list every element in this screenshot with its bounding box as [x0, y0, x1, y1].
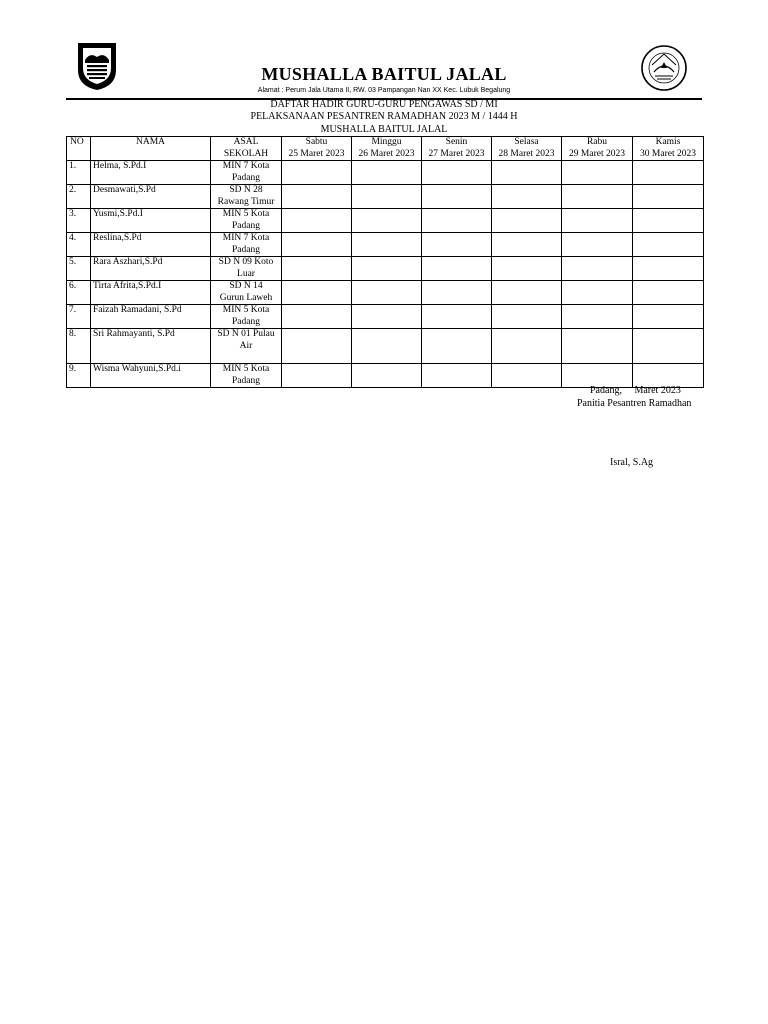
attendance-cell[interactable]: [562, 209, 633, 233]
attendance-cell[interactable]: [422, 281, 492, 305]
attendance-cell[interactable]: [562, 305, 633, 329]
row-asal: MIN 5 Kota Padang: [211, 305, 282, 329]
attendance-cell[interactable]: [562, 233, 633, 257]
row-nama: Sri Rahmayanti, S.Pd: [91, 329, 211, 364]
row-asal: SD N 28 Rawang Timur: [211, 185, 282, 209]
row-nama: Rara Aszhari,S.Pd: [91, 257, 211, 281]
table-row: [67, 329, 704, 364]
attendance-cell[interactable]: [422, 329, 492, 364]
attendance-cell[interactable]: [492, 185, 562, 209]
attendance-cell[interactable]: [422, 257, 492, 281]
attendance-cell[interactable]: [633, 257, 704, 281]
organization-address: Alamat : Perum Jala Utama II, RW. 03 Pampangan Nan XX Kec. Lubuk Begalung: [257, 87, 511, 94]
attendance-cell[interactable]: [352, 209, 422, 233]
table-row: [67, 364, 704, 388]
table-header-row: [67, 137, 704, 161]
attendance-cell[interactable]: [352, 233, 422, 257]
attendance-cell[interactable]: [562, 161, 633, 185]
table-row: [67, 233, 704, 257]
organization-name: MUSHALLA BAITUL JALAL: [261, 64, 507, 84]
row-nama: Reslina,S.Pd: [91, 233, 211, 257]
attendance-cell[interactable]: [562, 281, 633, 305]
attendance-cell[interactable]: [633, 233, 704, 257]
attendance-cell[interactable]: [352, 161, 422, 185]
attendance-cell[interactable]: [562, 257, 633, 281]
row-nama: Desmawati,S.Pd: [91, 185, 211, 209]
attendance-cell[interactable]: [282, 257, 352, 281]
row-no: 4.: [67, 233, 91, 257]
header-day-5: Rabu 29 Maret 2023: [562, 137, 633, 161]
attendance-cell[interactable]: [633, 161, 704, 185]
attendance-cell[interactable]: [492, 209, 562, 233]
table-row: [67, 281, 704, 305]
signature-role: Panitia Pesantren Ramadhan: [577, 398, 692, 409]
attendance-cell[interactable]: [282, 185, 352, 209]
attendance-cell[interactable]: [282, 209, 352, 233]
attendance-cell[interactable]: [422, 233, 492, 257]
attendance-cell[interactable]: [492, 257, 562, 281]
title-line-1: DAFTAR HADIR GURU-GURU PENGAWAS SD / MI: [270, 99, 498, 110]
table-row: [67, 209, 704, 233]
signature-name: Isral, S.Ag: [610, 457, 654, 468]
signature-place-date: Padang, Maret 2023: [590, 385, 681, 396]
row-no: 8.: [67, 329, 91, 364]
header-day-3: Senin 27 Maret 2023: [422, 137, 492, 161]
row-no: 3.: [67, 209, 91, 233]
attendance-cell[interactable]: [422, 185, 492, 209]
header-asal-sekolah: ASAL SEKOLAH: [211, 137, 282, 161]
attendance-cell[interactable]: [422, 305, 492, 329]
row-nama: Faizah Ramadani, S.Pd: [91, 305, 211, 329]
title-line-3: MUSHALLA BAITUL JALAL: [320, 123, 448, 135]
header-nama: NAMA: [91, 137, 211, 161]
header-day-4: Selasa 28 Maret 2023: [492, 137, 562, 161]
header-day-2: Minggu 26 Maret 2023: [352, 137, 422, 161]
attendance-cell[interactable]: [352, 329, 422, 364]
document-titles: [66, 99, 702, 136]
row-asal: MIN 7 Kota Padang: [211, 161, 282, 185]
attendance-cell[interactable]: [633, 329, 704, 364]
attendance-cell[interactable]: [633, 209, 704, 233]
attendance-cell[interactable]: [492, 364, 562, 388]
header-day-6: Kamis 30 Maret 2023: [633, 137, 704, 161]
row-asal: SD N 14 Gurun Laweh: [211, 281, 282, 305]
row-no: 5.: [67, 257, 91, 281]
attendance-cell[interactable]: [633, 281, 704, 305]
row-asal: MIN 5 Kota Padang: [211, 209, 282, 233]
row-no: 6.: [67, 281, 91, 305]
row-no: 1.: [67, 161, 91, 185]
attendance-cell[interactable]: [562, 329, 633, 364]
attendance-cell[interactable]: [282, 364, 352, 388]
row-nama: Yusmi,S.Pd.I: [91, 209, 211, 233]
row-no: 2.: [67, 185, 91, 209]
attendance-cell[interactable]: [562, 364, 633, 388]
row-no: 9.: [67, 364, 91, 388]
attendance-cell[interactable]: [282, 233, 352, 257]
attendance-cell[interactable]: [282, 305, 352, 329]
row-nama: Wisma Wahyuni,S.Pd.i: [91, 364, 211, 388]
title-line-2: PELAKSANAAN PESANTREN RAMADHAN 2023 M / 1444 H: [250, 111, 518, 123]
table-row: [67, 305, 704, 329]
attendance-table: [66, 136, 704, 388]
table-row: [67, 161, 704, 185]
attendance-cell[interactable]: [492, 281, 562, 305]
attendance-cell[interactable]: [633, 305, 704, 329]
attendance-cell[interactable]: [352, 364, 422, 388]
attendance-cell[interactable]: [562, 185, 633, 209]
attendance-cell[interactable]: [633, 364, 704, 388]
row-asal: SD N 09 Koto Luar: [211, 257, 282, 281]
attendance-cell[interactable]: [492, 329, 562, 364]
attendance-cell[interactable]: [282, 161, 352, 185]
attendance-cell[interactable]: [352, 185, 422, 209]
row-nama: Helma, S.Pd.I: [91, 161, 211, 185]
header-day-1: Sabtu 25 Maret 2023: [282, 137, 352, 161]
attendance-cell[interactable]: [352, 257, 422, 281]
attendance-cell[interactable]: [492, 305, 562, 329]
attendance-cell[interactable]: [422, 161, 492, 185]
row-asal: SD N 01 Pulau Air: [211, 329, 282, 364]
attendance-cell[interactable]: [282, 281, 352, 305]
table-row: [67, 185, 704, 209]
row-nama: Tirta Afrita,S.Pd.I: [91, 281, 211, 305]
attendance-cell[interactable]: [492, 161, 562, 185]
attendance-cell[interactable]: [633, 185, 704, 209]
row-no: 7.: [67, 305, 91, 329]
row-asal: MIN 5 Kota Padang: [211, 364, 282, 388]
header-no: NO: [67, 137, 91, 161]
attendance-cell[interactable]: [282, 329, 352, 364]
attendance-cell[interactable]: [352, 281, 422, 305]
attendance-cell[interactable]: [422, 364, 492, 388]
attendance-cell[interactable]: [422, 209, 492, 233]
attendance-cell[interactable]: [492, 233, 562, 257]
attendance-cell[interactable]: [352, 305, 422, 329]
table-row: [67, 257, 704, 281]
row-asal: MIN 7 Kota Padang: [211, 233, 282, 257]
